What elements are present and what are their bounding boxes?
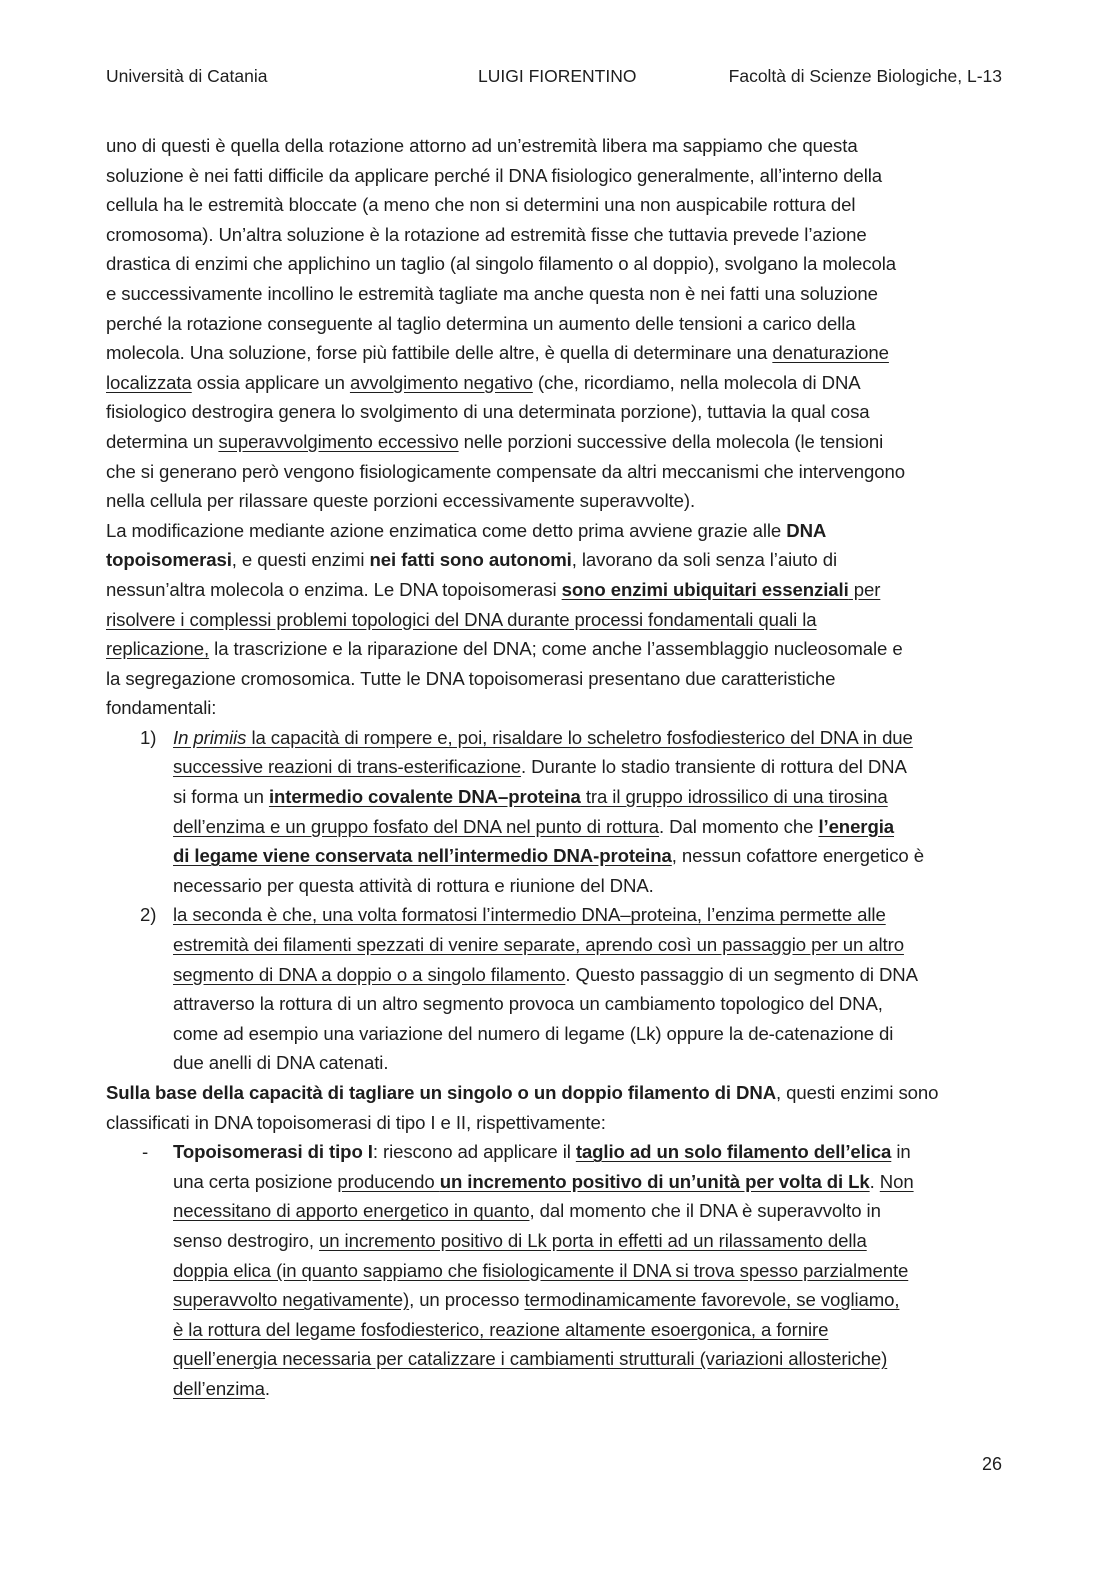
text-line: [106, 752, 1006, 782]
text-line: cromosoma). Un’altra soluzione è la rotazione ad estremità fisse che tuttavia prevede l’azione: [106, 223, 867, 245]
list-number: 2): [140, 904, 157, 926]
bold-term: DNA: [786, 519, 827, 541]
text-line: fondamentali:: [106, 697, 217, 719]
list-item: [106, 900, 1006, 930]
text-run: , nessun cofattore energetico è: [671, 845, 924, 867]
text-line: [106, 427, 1006, 457]
text-line: perché la rotazione conseguente al taglio determina un aumento delle tensioni a carico della: [106, 312, 856, 334]
underlined-term: estremità dei filamenti spezzati di venire separate, aprendo così un passaggio per un altro: [173, 934, 904, 956]
text-line: [106, 605, 1006, 635]
text-run: .: [264, 1377, 270, 1399]
text-run: una certa posizione: [173, 1170, 338, 1192]
text-run: tra il gruppo idrossilico di una tirosina: [580, 786, 888, 808]
text-run: , e questi enzimi: [231, 549, 370, 571]
underlined-term: successive reazioni di trans-esterificazione: [173, 756, 522, 778]
text-run: , lavorano da soli senza l’aiuto di: [571, 549, 837, 571]
underlined-term: la seconda è che, una volta formatosi l’intermedio DNA–proteina, l’enzima permette alle: [173, 904, 886, 926]
text-run: molecola. Una soluzione, forse più fattibile delle altre, è quella di determinare una: [106, 342, 773, 364]
text-run: . Dal momento che: [659, 815, 819, 837]
header-university: Università di Catania: [106, 66, 268, 86]
underlined-term: replicazione,: [106, 638, 210, 660]
text-run: determina un: [106, 430, 219, 452]
text-line: come ad esempio una variazione del numero di legame (Lk) oppure la de-catenazione di: [173, 1022, 894, 1044]
text-line: uno di questi è quella della rotazione attorno ad un’estremità libera ma sappiamo che questa: [106, 135, 858, 156]
text-run: nelle porzioni successive della molecola (le tensioni: [458, 430, 884, 452]
bold-term: topoisomerasi: [106, 549, 232, 571]
text-run: producendo: [337, 1170, 440, 1192]
list-item: [106, 1137, 1006, 1167]
text-run: , questi enzimi sono: [776, 1082, 939, 1103]
page-number: 26: [981, 1454, 1002, 1474]
bold-underlined-term: intermedio covalente DNA–proteina: [268, 786, 581, 808]
text-line: [106, 1078, 1006, 1108]
text-line: due anelli di DNA catenati.: [173, 1052, 389, 1074]
list-number: 1): [140, 726, 157, 748]
header-author: LUIGI FIORENTINO: [478, 66, 637, 86]
text-run: , dal momento che il DNA è superavvolto in: [529, 1200, 881, 1222]
text-run: , un processo: [409, 1289, 525, 1311]
text-line: fisiologico destrogira genera lo svolgimento di una determinata porzione), tuttavia la qual cosa: [106, 401, 870, 423]
text-line: [106, 634, 1006, 664]
text-line: [106, 960, 1006, 990]
text-run: . Durante lo stadio transiente di rottura del DNA: [521, 756, 907, 778]
underlined-term: localizzata: [106, 371, 192, 393]
text-line: che si generano però vengono fisiologicamente compensate da altri meccanismi che intervengono: [106, 460, 905, 482]
text-line: classificati in DNA topoisomerasi di tipo I e II, rispettivamente:: [106, 1111, 606, 1133]
text-run: si forma un: [173, 786, 269, 808]
text-run: in: [891, 1141, 911, 1163]
numbered-list: [106, 723, 1006, 1078]
text-line: [106, 841, 1006, 871]
text-run: senso destrogiro,: [173, 1229, 319, 1251]
bold-term: nei fatti sono autonomi: [369, 549, 572, 571]
bold-term: Sulla base della capacità di tagliare un singolo o un doppio filamento di DNA: [106, 1082, 777, 1103]
text-line: nella cellula per rilassare queste porzioni eccessivamente superavvolte).: [106, 490, 696, 512]
bold-underlined-term: taglio ad un solo filamento dell’elica: [575, 1141, 892, 1163]
bold-underlined-term: un incremento positivo di un’unità per volta di Lk: [439, 1170, 870, 1192]
bold-underlined-term: di legame viene conservata nell’intermedio DNA-proteina: [173, 845, 672, 867]
underlined-term: quell’energia necessaria per catalizzare i cambiamenti strutturali (variazioni allosteriche): [173, 1348, 888, 1370]
text-run: .: [869, 1170, 880, 1192]
text-run: : riescono ad applicare il: [372, 1141, 576, 1163]
underlined-term: necessitano di apporto energetico in quanto: [173, 1200, 530, 1222]
text-run: La modificazione mediante azione enzimatica come detto prima avviene grazie alle: [106, 519, 787, 541]
list-item: [106, 723, 1006, 753]
text-run: nessun’altra molecola o enzima. Le DNA topoisomerasi: [106, 578, 562, 600]
text-run: . Questo passaggio di un segmento di DNA: [565, 963, 918, 985]
text-line: [106, 930, 1006, 960]
page-header: [106, 66, 1002, 92]
bold-underlined-term: sono enzimi ubiquitari essenziali: [561, 578, 849, 600]
text-run: per: [848, 578, 881, 600]
text-run: (che, ricordiamo, nella molecola di DNA: [532, 371, 861, 393]
text-line: [106, 516, 1006, 546]
text-run: ossia applicare un: [191, 371, 350, 393]
underlined-term: superavvolgimento eccessivo: [218, 430, 459, 452]
paragraph-topoisomerases-intro: [106, 516, 1006, 723]
text-line: [106, 782, 1006, 812]
text-line: [106, 1226, 1006, 1256]
list-dash: -: [142, 1141, 149, 1163]
text-line: [106, 812, 1006, 842]
text-line: attraverso la rottura di un altro segmento provoca un cambiamento topologico del DNA,: [173, 993, 883, 1015]
text-run: la trascrizione e la riparazione del DNA; come anche l’assemblaggio nucleosomale e: [209, 638, 903, 660]
text-line: [106, 545, 1006, 575]
underlined-term: Non: [879, 1170, 914, 1192]
text-line: e successivamente incollino le estremità tagliate ma anche questa non è nei fatti una soluzione: [106, 282, 878, 304]
paragraph-classification: [106, 1078, 1006, 1137]
text-line: [106, 338, 1006, 368]
text-line: [106, 1167, 1006, 1197]
underlined-term: termodinamicamente favorevole, se vogliamo,: [524, 1289, 900, 1311]
underlined-term: un incremento positivo di Lk porta in effetti ad un rilassamento della: [319, 1229, 867, 1251]
header-faculty: Facoltà di Scienze Biologiche, L-13: [728, 66, 1002, 86]
underlined-term: segmento di DNA a doppio o a singolo filamento: [173, 963, 566, 985]
text-line: [106, 1256, 1006, 1286]
underlined-term: doppia elica (in quanto sappiamo che fisiologicamente il DNA si trova spesso parzialmente: [173, 1259, 909, 1281]
text-line: [106, 1344, 1006, 1374]
text-line: drastica di enzimi che applichino un taglio (al singolo filamento o al doppio), svolgano la molecola: [106, 253, 896, 275]
text-line: [106, 1315, 1006, 1345]
bullet-list: [106, 1137, 1006, 1403]
text-line: [106, 368, 1006, 398]
text-line: [106, 1285, 1006, 1315]
text-line: cellula ha le estremità bloccate (a meno che non si determini una non auspicabile rottura del: [106, 194, 856, 216]
bold-underlined-term: l’energia: [818, 815, 895, 837]
underlined-term: è la rottura del legame fosfodiesterico, reazione altamente esoergonica, a fornire: [173, 1318, 829, 1340]
underlined-term: dell’enzima: [173, 1377, 265, 1399]
text-line: la segregazione cromosomica. Tutte le DNA topoisomerasi presentano due caratteristiche: [106, 667, 836, 689]
underlined-term: denaturazione: [772, 342, 889, 364]
bold-term: Topoisomerasi di tipo I: [173, 1141, 373, 1163]
underlined-term: dell’enzima e un gruppo fosfato del DNA nel punto di rottura: [173, 815, 660, 837]
underlined-term: superavvolto negativamente): [173, 1289, 410, 1311]
underlined-term: avvolgimento negativo: [349, 371, 533, 393]
paragraph-rotation-solutions: [106, 131, 1006, 516]
text-line: [106, 1374, 1006, 1404]
italic-term: In primiis: [173, 726, 247, 748]
underlined-term: risolvere i complessi problemi topologici del DNA durante processi fondamentali quali la: [106, 608, 817, 630]
document-body: [106, 131, 1006, 1404]
text-line: [106, 575, 1006, 605]
text-line: necessario per questa attività di rottura e riunione del DNA.: [173, 874, 654, 896]
text-line: [106, 1196, 1006, 1226]
text-line: soluzione è nei fatti difficile da applicare perché il DNA fisiologico generalmente, all’interno della: [106, 164, 883, 186]
text-run: la capacità di rompere e, poi, risaldare lo scheletro fosfodiesterico del DNA in due: [246, 726, 913, 748]
